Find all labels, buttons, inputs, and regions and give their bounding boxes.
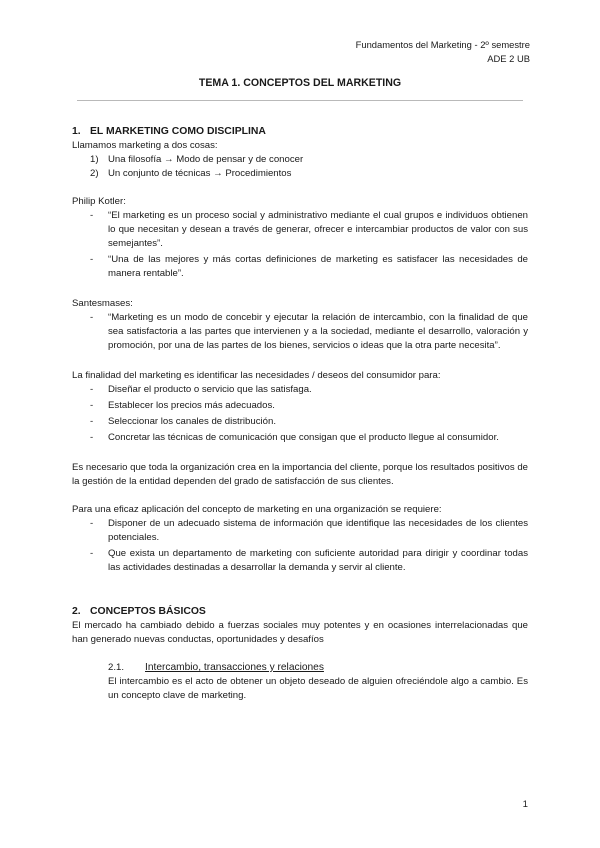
subsection-number: 2.1. [108, 662, 125, 673]
paragraph: Llamamos marketing a dos cosas: [72, 140, 218, 151]
author-label: Santesmases: [72, 298, 133, 309]
list-marker: 2) [90, 168, 99, 179]
list-item [72, 517, 528, 545]
quote-text: “El marketing es un proceso social y administrativo mediante el cual grupos e individuos obtienen lo que necesitan y desean a través de generar, ofrecer e intercambiar productos de valor con sus semejantes”. [108, 210, 528, 249]
list-item [72, 547, 528, 575]
page-number: 1 [522, 799, 528, 810]
list-item [72, 431, 528, 445]
quote-item [72, 209, 528, 251]
section-2-heading [72, 605, 528, 619]
list-item [72, 383, 528, 397]
list-marker: - [90, 254, 94, 265]
list-item-text: Disponer de un adecuado sistema de información que identifique las necesidades de los clientes potenciales. [108, 518, 528, 543]
quote-text: “Una de las mejores y más cortas definiciones de marketing es satisfacer las necesidades de manera rentable”. [108, 254, 528, 279]
list-marker: - [90, 518, 94, 529]
list-item-text: Seleccionar los canales de distribución. [108, 416, 276, 427]
list-marker: - [90, 210, 94, 221]
document-title: TEMA 1. CONCEPTOS DEL MARKETING [198, 77, 402, 89]
list-marker: - [90, 432, 94, 443]
list-marker: - [90, 400, 94, 411]
subsection-heading [108, 661, 528, 675]
section-number: 2. [72, 606, 81, 617]
section-title: CONCEPTOS BÁSICOS [90, 606, 206, 617]
list-item [90, 167, 528, 181]
list-item-text: Establecer los precios más adecuados. [108, 400, 275, 411]
list-item-text: Que exista un departamento de marketing con suficiente autoridad para dirigir y coordinar todas las actividades destinadas a desarrollar la demanda y servir al cliente. [108, 548, 528, 573]
list-marker: - [90, 312, 94, 323]
quote-item [72, 311, 528, 353]
section-number: 1. [72, 126, 81, 137]
paragraph: Es necesario que toda la organización crea en la importancia del cliente, porque los resultados positivos de la gestión de la entidad dependen del grado de satisfacción de sus clientes. [72, 462, 528, 487]
list-item-text: Un conjunto de técnicas → Procedimientos [108, 168, 292, 179]
list-marker: - [90, 384, 94, 395]
requirements-list [72, 517, 528, 575]
list-item [90, 153, 528, 167]
author-label: Philip Kotler: [72, 196, 126, 207]
course-group: ADE 2 UB [487, 53, 530, 64]
quote-text: “Marketing es un modo de concebir y ejecutar la relación de intercambio, con la finalidad de que sea satisfactoria a las partes que intervienen y a la sociedad, mediante el desarrollo, valoración y promoción, por una de las partes de los bienes, servicios o ideas que la otra parte necesita”. [108, 312, 528, 351]
list-item-text: Concretar las técnicas de comunicación que consigan que el producto llegue al consumidor. [108, 432, 499, 443]
list-item [72, 415, 528, 429]
list-item-text: Una filosofía → Modo de pensar y de conocer [108, 154, 304, 165]
course-name: Fundamentos del Marketing - 2º semestre [355, 39, 530, 50]
document-body [72, 125, 528, 703]
paragraph: El mercado ha cambiado debido a fuerzas sociales muy potentes y en ocasiones interrelacionadas que han generado nuevas conductas, oportunidades y desafíos [72, 620, 528, 645]
page-header [356, 38, 530, 66]
list-marker: - [90, 416, 94, 427]
purpose-list [72, 383, 528, 445]
paragraph: El intercambio es el acto de obtener un objeto deseado de alguien ofreciéndole algo a cambio. Es un concepto clave de marketing. [108, 676, 528, 701]
paragraph: Para una eficaz aplicación del concepto de marketing en una organización se requiere: [72, 504, 442, 515]
list-item-text: Diseñar el producto o servicio que las satisfaga. [108, 384, 312, 395]
quote-list [72, 209, 528, 281]
subsection-title: Intercambio, transacciones y relaciones [145, 662, 324, 673]
quote-list [72, 311, 528, 353]
list-marker: 1) [90, 154, 99, 165]
quote-item [72, 253, 528, 281]
paragraph: La finalidad del marketing es identificar las necesidades / deseos del consumidor para: [72, 370, 441, 381]
section-title: EL MARKETING COMO DISCIPLINA [90, 126, 266, 137]
title-divider [77, 100, 523, 101]
numbered-list [72, 153, 528, 181]
list-marker: - [90, 548, 94, 559]
list-item [72, 399, 528, 413]
section-1-heading [72, 125, 528, 139]
